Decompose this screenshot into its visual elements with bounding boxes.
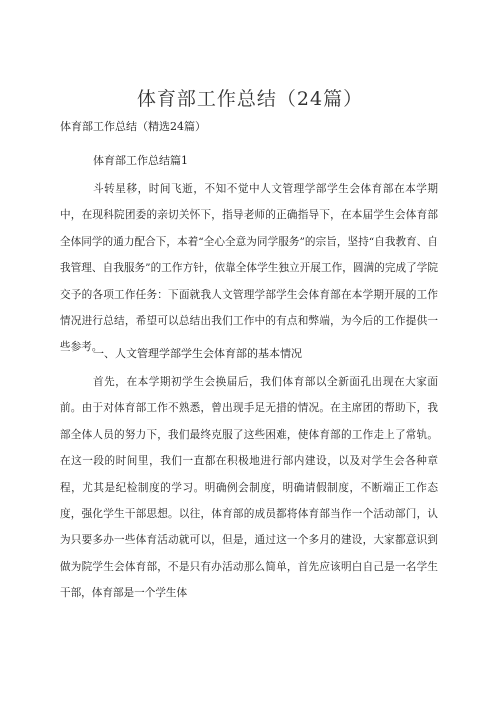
section-heading: 体育部工作总结篇1 [93,154,188,167]
subsection-heading: 一、人文管理学部学生会体育部的基本情况 [93,347,302,360]
document-title: 体育部工作总结（24篇） [136,88,364,110]
paragraph-intro: 斗转星移，时间飞逝，不知不觉中人文管理学部学生会体育部在本学期中，在现科院团委的亲切关怀下，指导老师的正确指导下，在本届学生会体育部全体同学的通力配合下，本着“全心全意为同学服务”的宗旨，坚持“自我教育、自我管理、自我服务”的工作方针，依靠全体学生独立开展工作，圆满的完成了学院交予的各项工作任务：下面就我人文管理学部学生会体育部在本学期开展的工作情况进行总结，希望可以总结出我们工作中的有点和弊端，为今后的工作提供一些参考。 [60,183,438,354]
paragraph-basic-situation: 首先，在本学期初学生会换届后，我们体育部以全新面孔出现在大家面前。由于对体育部工作不熟悉，曾出现手足无措的情况。在主席团的帮助下，我部全体人员的努力下，我们最终克服了这些困难，使体育部的工作走上了常轨。在这一段的时间里，我们一直都在积极地进行部内建设，以及对学生会各种章程，尤其是纪检制度的学习。明确例会制度，明确请假制度，不断端正工作态度，强化学生干部思想。以往，体育部的成员都将体育部当作一个活动部门，认为只要多办一些体育活动就可以，但是，通过这一个多月的建设，大家都意识到做为院学生会体育部，不是只有办活动那么简单，首先应该明白自己是一名学生干部，体育部是一个学生体 [60,376,438,600]
document-subtitle: 体育部工作总结（精选24篇） [60,120,206,133]
